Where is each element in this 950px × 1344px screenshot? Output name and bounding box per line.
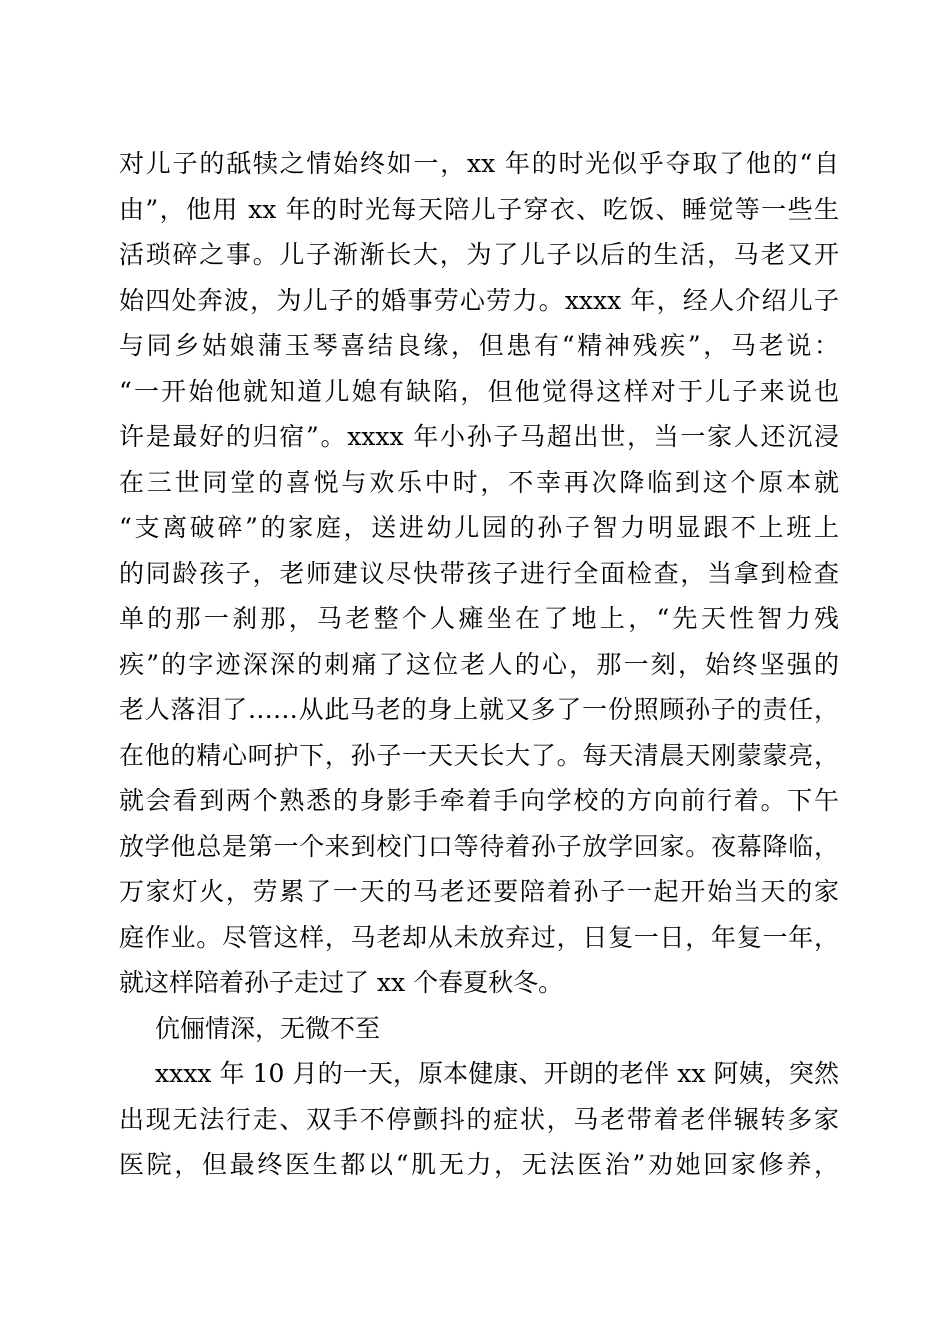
paragraph-line: 活琐碎之事。儿子渐渐长大，为了儿子以后的生活，马老又开 xyxy=(119,240,839,269)
paragraph-line: 老人落泪了……从此马老的身上就又多了一份照顾孙子的责任， xyxy=(119,695,839,724)
paragraph-line: 许是最好的归宿”。xxxx 年小孙子马超出世，当一家人还沉浸 xyxy=(119,422,839,451)
paragraph-line: 出现无法行走、双手不停颤抖的症状，马老带着老伴辗转多家 xyxy=(119,1104,839,1134)
section-heading: 伉俪情深，无微不至 xyxy=(155,1013,381,1043)
paragraph-last-line: 就这样陪着孙子走过了 xx 个春夏秋冬。 xyxy=(119,968,564,997)
paragraph-line: “支离破碎”的家庭，送进幼儿园的孙子智力明显跟不上班上 xyxy=(119,513,839,542)
paragraph-line: 与同乡姑娘蒲玉琴喜结良缘，但患有“精神残疾”，马老说： xyxy=(119,331,839,360)
paragraph-line: 对儿子的舐犊之情始终如一，xx 年的时光似乎夺取了他的“自 xyxy=(119,149,839,178)
paragraph-line: 在他的精心呵护下，孙子一天天长大了。每天清晨天刚蒙蒙亮， xyxy=(119,740,839,770)
paragraph-line: 疾”的字迹深深的刺痛了这位老人的心，那一刻，始终坚强的 xyxy=(119,649,839,679)
paragraph-line: 就会看到两个熟悉的身影手牵着手向学校的方向前行着。下午 xyxy=(119,786,839,815)
paragraph-line: 万家灯火，劳累了一天的马老还要陪着孙子一起开始当天的家 xyxy=(119,877,839,906)
paragraph-line: 庭作业。尽管这样，马老却从未放弃过，日复一日，年复一年， xyxy=(119,922,839,952)
paragraph-line: 的同龄孩子，老师建议尽快带孩子进行全面检查，当拿到检查 xyxy=(119,558,839,588)
paragraph-line: 医院，但最终医生都以“肌无力，无法医治”劝她回家修养， xyxy=(119,1150,839,1179)
paragraph-line: xxxx 年 10 月的一天，原本健康、开朗的老伴 xx 阿姨，突然 xyxy=(155,1059,839,1088)
paragraph-line: 放学他总是第一个来到校门口等待着孙子放学回家。夜幕降临， xyxy=(119,831,839,861)
document-body xyxy=(119,141,839,1188)
paragraph-line: 始四处奔波，为儿子的婚事劳心劳力。xxxx 年，经人介绍儿子 xyxy=(119,285,839,315)
paragraph-line: “一开始他就知道儿媳有缺陷，但他觉得这样对于儿子来说也 xyxy=(119,376,839,406)
paragraph-line: 在三世同堂的喜悦与欢乐中时，不幸再次降临到这个原本就 xyxy=(119,467,839,497)
paragraph-line: 单的那一刹那，马老整个人瘫坐在了地上，“先天性智力残 xyxy=(119,604,839,633)
paragraph-line: 由”，他用 xx 年的时光每天陪儿子穿衣、吃饭、睡觉等一些生 xyxy=(119,194,839,224)
